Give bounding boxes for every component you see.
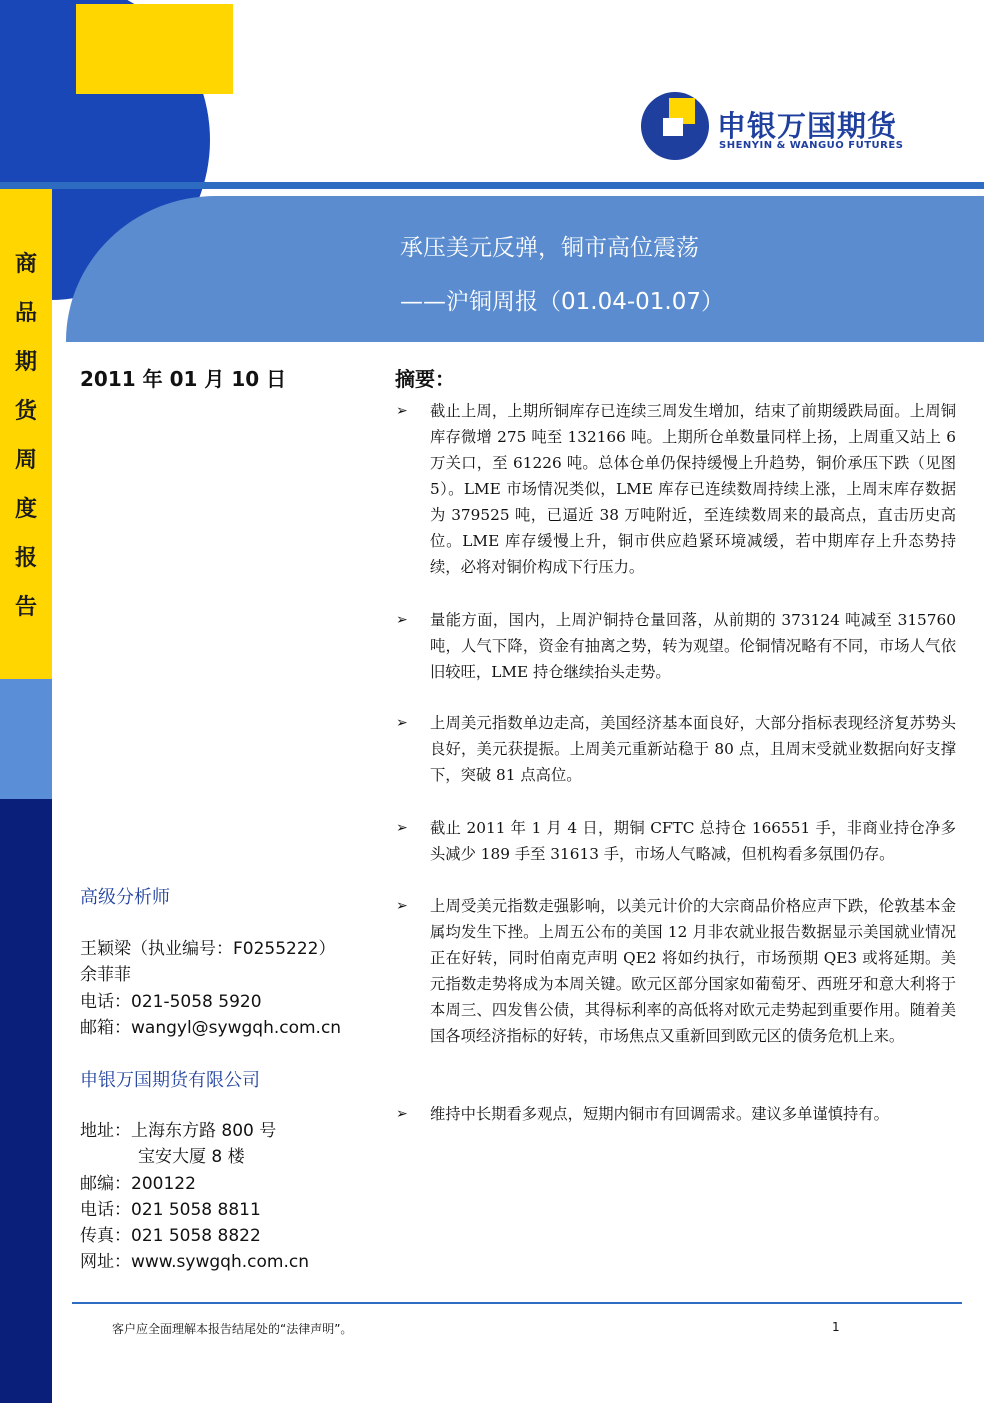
sidebar-char: 商: [14, 252, 37, 277]
sidebar-char: 品: [14, 301, 37, 326]
summary-item-text: 上周美元指数单边走高，美国经济基本面良好，大部分指标表现经济复苏势头良好，美元获提振。上周美元重新站稳于 80 点，且周末受就业数据向好支撑下，突破 81 点高位。: [430, 714, 956, 784]
company-address-line2: 宝安大厦 8 楼: [138, 1147, 245, 1167]
sidebar-blue-band: [0, 679, 52, 799]
sidebar-char: 度: [14, 497, 37, 522]
summary-heading: 摘要：: [395, 367, 455, 391]
header-divider: [0, 182, 984, 189]
sidebar-char: 周: [14, 448, 37, 473]
footer-divider: [72, 1302, 962, 1304]
analyst-email[interactable]: 邮箱：wangyl@sywgqh.com.cn: [80, 1018, 342, 1038]
bullet-arrow-icon: ➢: [396, 898, 408, 914]
bullet-arrow-icon: ➢: [396, 715, 408, 731]
header-decoration-square: [76, 4, 233, 94]
company-logo-icon: [641, 92, 709, 160]
summary-item-text: 截止上周，上期所铜库存已连续三周发生增加，结束了前期缓跌局面。上周铜库存微增 275 吨至 132166 吨。上期所仓单数量同样上扬，上周重又站上 6 万关口，至 61226 吨。总体仓单仍保持缓慢上升趋势，铜价承压下跌（见图 5）。LME 市场情况类似，LME 库存已连续数周持续上涨，上周末库存数据为 379525 吨，已逼近 38 万吨附近，至连续数周来的最高点，直击历史高位。LME 库存缓慢上升，铜市供应趋紧环境减缓，若中期库存上升态势持续，必将对铜价构成下行压力。: [430, 402, 956, 576]
summary-item-text: 截止 2011 年 1 月 4 日，期铜 CFTC 总持仓 166551 手，非商业持仓净多头减少 189 手至 31613 手，市场人气略减，但机构看多氛围仍存。: [430, 819, 956, 863]
company-fax: 传真：021 5058 8822: [80, 1226, 261, 1246]
footer-disclaimer-note: 客户应全面理解本报告结尾处的“法律声明”。: [112, 1322, 353, 1336]
summary-item-text: 上周受美元指数走强影响，以美元计价的大宗商品价格应声下跌，伦敦基本金属均发生下挫。上周五公布的美国 12 月非农就业报告数据显示美国就业情况正在好转，同时伯南克声明 QE2 将如约执行，市场预期 QE3 或将延期。美元指数走势将成为本周关键。欧元区部分国家如葡萄牙、西班牙和意大利将于本周三、四发售公债，其得标利率的高低将对欧元走势起到重要作用。随着美国各项经济指标的好转，市场焦点又重新回到欧元区的债务危机上来。: [430, 897, 956, 1045]
sidebar-char: 期: [14, 350, 37, 375]
company-heading: 申银万国期货有限公司: [80, 1070, 260, 1091]
sidebar-char: 报: [14, 546, 37, 571]
title-banner: [66, 196, 984, 342]
company-phone: 电话：021 5058 8811: [80, 1200, 261, 1220]
page-number: 1: [832, 1320, 840, 1334]
analyst-name-2: 余菲菲: [80, 965, 131, 985]
summary-item-text: 量能方面，国内，上周沪铜持仓量回落，从前期的 373124 吨减至 315760 吨，人气下降，资金有抽离之势，转为观望。伦铜情况略有不同，市场人气依旧较旺，LME 持仓继续抬头走势。: [430, 611, 956, 681]
analyst-name-1: 王颖梁（执业编号：F0255222）: [80, 939, 336, 959]
sidebar-category-label: [0, 240, 52, 632]
summary-item-text: 维持中长期看多观点，短期内铜市有回调需求。建议多单谨慎持有。: [430, 1105, 889, 1123]
sidebar-char: 告: [14, 595, 37, 620]
analyst-phone: 电话：021-5058 5920: [80, 992, 262, 1012]
report-subtitle: ——沪铜周报（01.04-01.07）: [400, 289, 724, 315]
bullet-arrow-icon: ➢: [396, 820, 408, 836]
bullet-arrow-icon: ➢: [396, 612, 408, 628]
logo-name-cn: 申银万国期货: [717, 109, 898, 143]
report-title: 承压美元反弹，铜市高位震荡: [400, 235, 699, 261]
analyst-heading: 高级分析师: [80, 887, 170, 908]
company-website[interactable]: 网址：www.sywgqh.com.cn: [80, 1252, 309, 1272]
logo-name-en: SHENYIN & WANGUO FUTURES: [719, 140, 904, 151]
company-postcode: 邮编：200122: [80, 1174, 196, 1194]
company-address-line1: 地址：上海东方路 800 号: [80, 1121, 277, 1141]
sidebar-navy-band: [0, 799, 52, 1403]
report-date: 2011 年 01 月 10 日: [80, 367, 287, 391]
sidebar-char: 货: [14, 399, 37, 424]
header-decoration-band: [0, 0, 76, 185]
bullet-arrow-icon: ➢: [396, 403, 408, 419]
bullet-arrow-icon: ➢: [396, 1106, 408, 1122]
